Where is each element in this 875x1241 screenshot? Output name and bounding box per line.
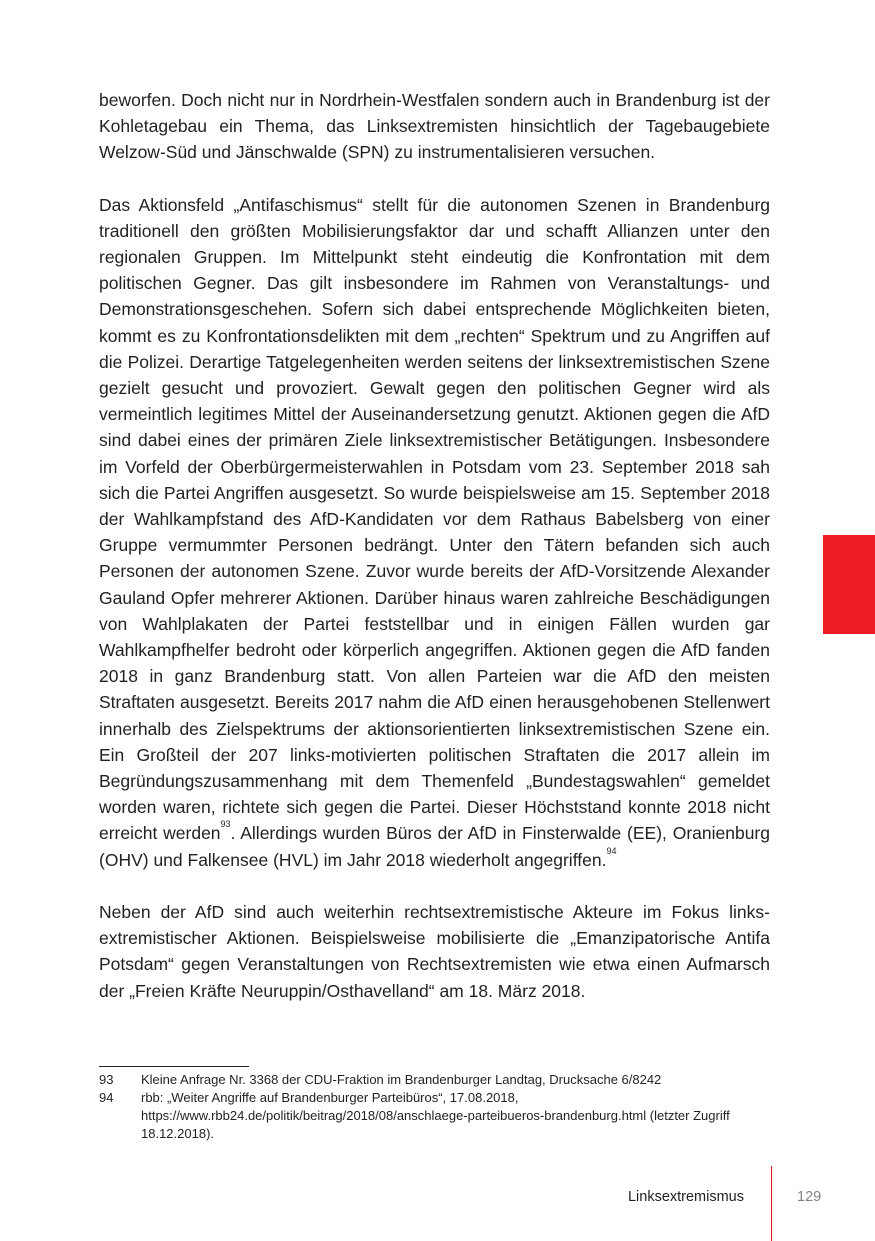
footnote-text: rbb: „Weiter Angriffe auf Brandenburger Parteibüros“, 17.08.2018, https://www.rbb24.de/politik/beitrag/2018/08/anschlaege-parteibueros-brandenburg.html (letzter Zugriff 18.12.2018). bbox=[141, 1090, 730, 1141]
paragraph-3 bbox=[99, 899, 770, 1004]
footnote-94 bbox=[99, 1089, 770, 1143]
footnote-number: 94 bbox=[99, 1090, 114, 1105]
running-footer-section: Linksextremismus bbox=[627, 1189, 744, 1205]
page-number: 129 bbox=[797, 1189, 822, 1205]
chapter-marker-tab bbox=[823, 535, 875, 634]
footnote-text: Kleine Anfrage Nr. 3368 der CDU-Fraktion im Brandenburger Landtag, Drucksache 6/8242 bbox=[141, 1072, 662, 1087]
paragraph-1-text: beworfen. Doch nicht nur in Nordrhein-Westfalen sondern auch in Brandenburg ist der Kohletagebau ein Thema, das Linksextremisten hinsichtlich der Tagebaugebiete Welzow-Süd und Jänschwalde (SPN) zu instrumentalisieren versuchen. bbox=[99, 90, 770, 163]
footer-divider bbox=[771, 1166, 772, 1241]
footnote-separator bbox=[99, 1066, 249, 1067]
footnote-ref-93[interactable]: 93 bbox=[220, 819, 231, 830]
footnote-number: 93 bbox=[99, 1072, 114, 1087]
footnote-ref-94[interactable]: 94 bbox=[606, 845, 617, 856]
paragraph-2-text-b: . Allerdings wurden Büros der AfD in Finsterwalde (EE), Oranienburg (OHV) und Falkensee (HVL) im Jahr 2018 wiederholt angegriffen. bbox=[99, 823, 770, 870]
paragraph-2-text-a: Das Aktionsfeld „Antifaschismus“ stellt für die autonomen Szenen in Brandenburg traditionell den größten Mobilisierungsfaktor dar und schafft Allianzen unter den regionalen Gruppen. Im Mittelpunkt steht eindeutig die Konfrontation mit dem politischen Gegner. Das gilt insbesondere im Rahmen von Veranstaltungs- und Demonstrationsgeschehen. Sofern sich dabei entsprechende Möglichkeiten bieten, kommt es zu Konfrontationsdelikten mit dem „rechten“ Spektrum und zu Angriffen auf die Polizei. Derartige Tatgelegenheiten werden seitens der linksextremistischen Szene gezielt gesucht und provoziert. Gewalt gegen den politischen Gegner wird als vermeintlich legitimes Mittel der Auseinandersetzung genutzt. Aktionen gegen die AfD sind dabei eines der primären Ziele linksextremistischer Betätigungen. Insbesondere im Vorfeld der Oberbürgermeisterwahlen in Potsdam vom 23. September 2018 sah sich die Partei Angriffen ausgesetzt. So wurde beispielsweise am 15. September 2018 der Wahlkampfstand des AfD-Kandidaten vor dem Rathaus Babelsberg von einer Gruppe vermummter Personen bedrängt. Unter den Tätern befanden sich auch Personen der autonomen Szene. Zuvor wurde bereits der AfD-Vorsitzende Alexander Gauland Opfer mehrerer Aktionen. Darüber hinaus waren zahlreiche Beschädigungen von Wahlplakaten der Partei feststellbar und in einigen Fällen wurden gar Wahlkampfhelfer bedroht oder körperlich angegriffen. Aktionen gegen die AfD fanden 2018 in ganz Brandenburg statt. Von allen Parteien war die AfD den meisten Straftaten ausgesetzt. Bereits 2017 nahm die AfD einen herausgehobenen Stellenwert innerhalb des Zielspektrums der aktionsorientierten linksextremistischen Szene ein. Ein Großteil der 207 links-motivierten politischen Straftaten die 2017 allein im Begründungszusammenhang mit dem Themenfeld „Bundestagswahlen“ gemeldet worden waren, richtete sich gegen die Partei. Dieser Höchststand konnte 2018 nicht erreicht werden bbox=[99, 194, 770, 844]
paragraph-1 bbox=[99, 87, 770, 166]
paragraph-3-text: Neben der AfD sind auch weiterhin rechtsextremistische Akteure im Fokus linksextremistischer Aktionen. Beispielsweise mobilisierte die „Emanzipatorische Antifa Potsdam“ gegen Veranstaltungen von Rechtsextremisten wie etwa einen Aufmarsch der „Freien Kräfte Neuruppin/Osthavelland“ am 18. März 2018. bbox=[99, 901, 770, 1001]
body-text bbox=[99, 87, 770, 1004]
footnote-93 bbox=[99, 1071, 770, 1089]
footnotes bbox=[99, 1071, 770, 1143]
paragraph-2 bbox=[99, 192, 770, 873]
